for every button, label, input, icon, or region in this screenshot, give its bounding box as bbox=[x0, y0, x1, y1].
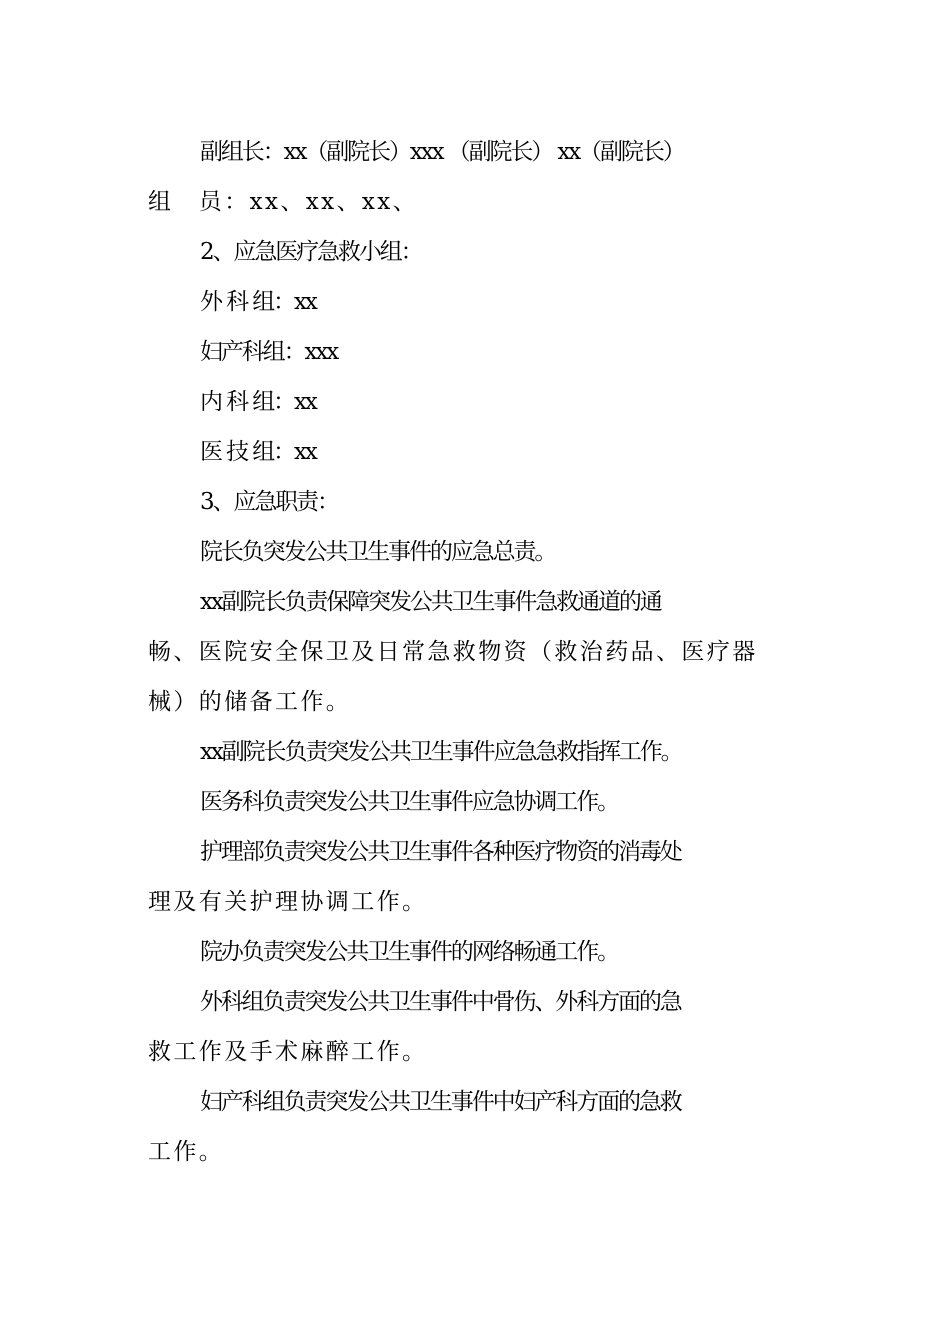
text-line-members: 组 员：xx、xx、xx、 bbox=[148, 189, 419, 215]
text-line-section-2-heading: 2、应急医疗急救小组： bbox=[200, 239, 422, 265]
text-line-medical-tech-group: 医 技 组：xx bbox=[200, 439, 316, 465]
text-line-surgery-group: 外 科 组：xx bbox=[200, 289, 316, 315]
text-line-paragraph: xx副院长负责突发公共卫生事件应急急救指挥工作。 bbox=[200, 739, 682, 765]
text-line-paragraph: 妇产科组负责突发公共卫生事件中妇产科方面的急救 bbox=[200, 1089, 681, 1115]
text-line-deputy-leaders: 副组长：xx（副院长）xxx （副院长） xx（副院长） bbox=[200, 139, 684, 165]
text-line-paragraph: 护理部负责突发公共卫生事件各种医疗物资的消毒处 bbox=[200, 839, 681, 865]
text-line-paragraph-continued: 理及有关护理协调工作。 bbox=[148, 889, 428, 915]
text-line-section-3-heading: 3、应急职责： bbox=[200, 489, 338, 515]
text-line-paragraph-continued: 械）的储备工作。 bbox=[148, 689, 352, 715]
text-line-obstetrics-group: 妇产科组：xxx bbox=[200, 339, 338, 365]
text-line-paragraph-continued: 救工作及手术麻醉工作。 bbox=[148, 1039, 428, 1065]
text-line-paragraph: 院办负责突发公共卫生事件的网络畅通工作。 bbox=[200, 939, 619, 965]
text-line-paragraph: 外科组负责突发公共卫生事件中骨伤、外科方面的急 bbox=[200, 989, 681, 1015]
text-line-internal-medicine-group: 内 科 组：xx bbox=[200, 389, 316, 415]
text-line-paragraph-continued: 工作。 bbox=[148, 1139, 225, 1165]
text-line-paragraph-continued: 畅、医院安全保卫及日常急救物资（救治药品、医疗器 bbox=[148, 639, 758, 665]
text-line-paragraph: 医务科负责突发公共卫生事件应急协调工作。 bbox=[200, 789, 619, 815]
text-line-paragraph: xx副院长负责保障突发公共卫生事件急救通道的通 bbox=[200, 589, 661, 615]
text-line-paragraph: 院长负突发公共卫生事件的应急总责。 bbox=[200, 539, 556, 565]
document-body bbox=[148, 127, 798, 1177]
